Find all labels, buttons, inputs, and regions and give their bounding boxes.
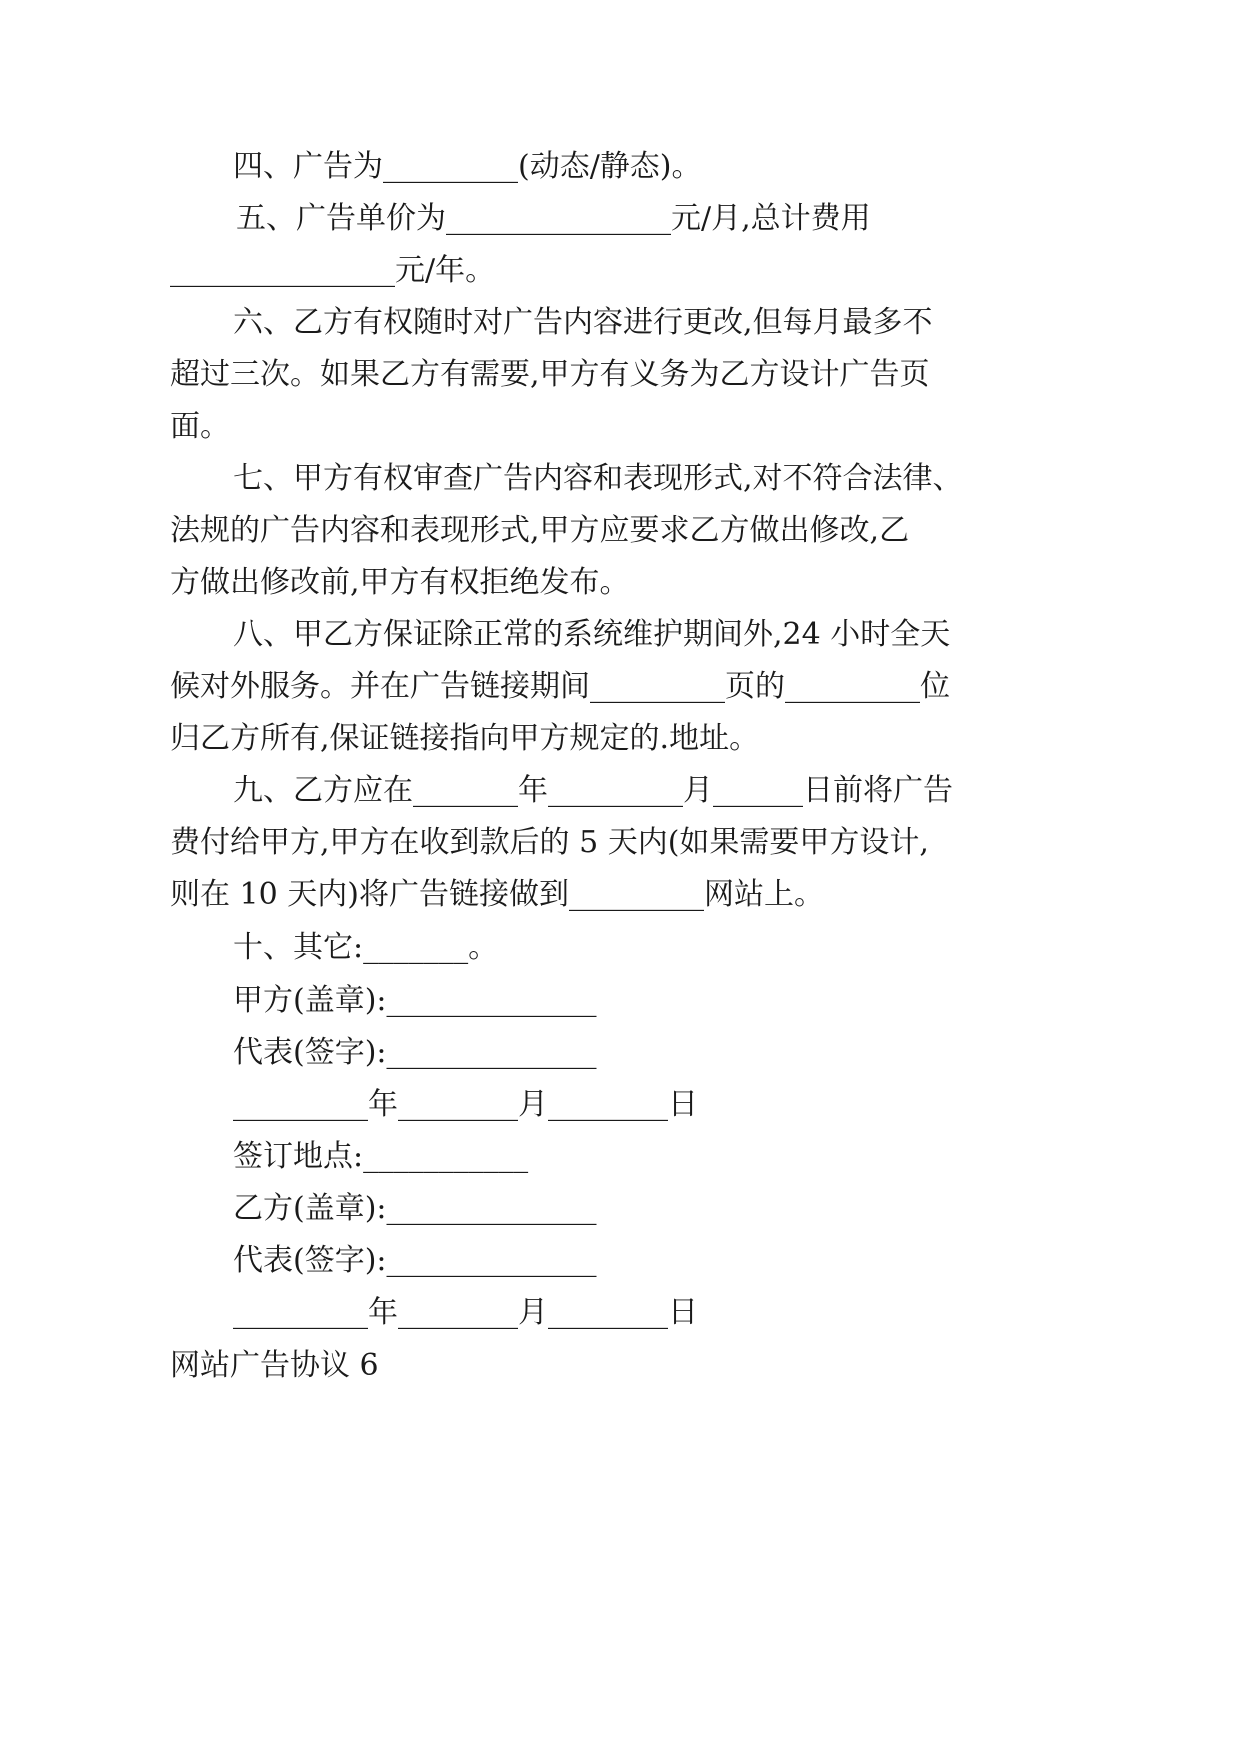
party-b-date-field: _________年________月________日 (233, 1295, 698, 1330)
clause-9-line-1: 九、乙方应在_______年_________月______日前将广告 (233, 773, 953, 808)
clause-8-line-2: 候对外服务。并在广告链接期间_________页的_________位 (170, 669, 950, 704)
clause-9-line-2: 费付给甲方,甲方在收到款后的 5 天内(如果需要甲方设计, (170, 825, 929, 860)
clause-10: 十、其它:_______。 (233, 930, 499, 965)
clause-8-line-1: 八、甲乙方保证除正常的系统维护期间外,24 小时全天 (233, 617, 951, 652)
party-a-date-field: _________年________月________日 (233, 1087, 698, 1122)
clause-6-line-1: 六、乙方有权随时对广告内容进行更改,但每月最多不 (233, 305, 933, 340)
clause-6-line-3: 面。 (170, 409, 230, 444)
next-section-title: 网站广告协议 6 (170, 1348, 379, 1383)
clause-7-line-1: 七、甲方有权审查广告内容和表现形式,对不符合法律、 (233, 461, 963, 496)
party-a-seal-field: 甲方(盖章):______________ (233, 983, 597, 1018)
clause-5-line-1: 五、广告单价为_______________元/月,总计费用 (236, 201, 871, 236)
clause-9-line-3: 则在 10 天内)将广告链接做到_________网站上。 (170, 877, 824, 912)
party-b-seal-field: 乙方(盖章):______________ (233, 1191, 597, 1226)
clause-4: 四、广告为_________(动态/静态)。 (233, 149, 702, 184)
clause-6-line-2: 超过三次。如果乙方有需要,甲方有义务为乙方设计广告页 (170, 357, 930, 392)
clause-8-line-3: 归乙方所有,保证链接指向甲方规定的.地址。 (170, 721, 760, 756)
clause-7-line-3: 方做出修改前,甲方有权拒绝发布。 (170, 565, 630, 600)
party-a-representative-field: 代表(签字):______________ (233, 1035, 597, 1070)
clause-5-line-2: _______________元/年。 (170, 253, 496, 288)
signing-place-field: 签订地点:___________ (233, 1139, 529, 1174)
clause-7-line-2: 法规的广告内容和表现形式,甲方应要求乙方做出修改,乙 (170, 513, 910, 548)
party-b-representative-field: 代表(签字):______________ (233, 1243, 597, 1278)
